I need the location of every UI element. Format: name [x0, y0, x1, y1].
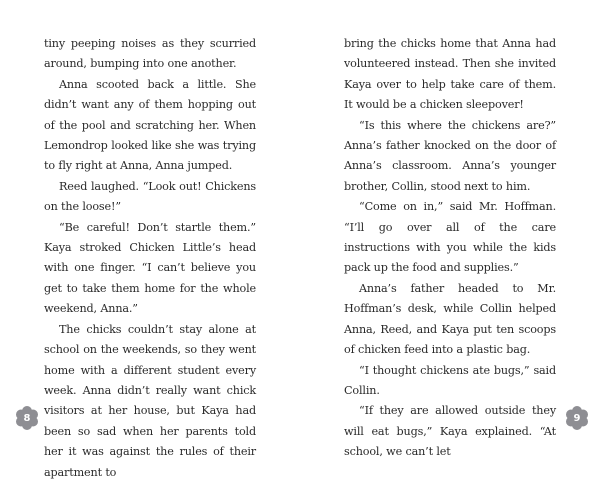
paragraph: tiny peeping noises as they scurried around, bumping into one another. [44, 37, 256, 71]
paragraph: “Come on in,” said Mr. Hoffman. “I’ll go over all of the care instructions with you while the kids pack up the food and supplies.” [344, 200, 556, 275]
paragraph: bring the chicks home that Anna had volunteered instead. Then she invited Kaya over to help take care of them. It would be a chicken sleepover! [344, 37, 556, 112]
paragraph: “I thought chickens ate bugs,” said Collin. [344, 363, 556, 397]
paragraph: “Be careful! Don’t startle them.” Kaya stroked Chicken Little’s head with one finger. “I can’t believe you get to take them home for the whole weekend, Anna.” [44, 220, 256, 316]
paragraph: “If they are allowed outside they will eat bugs,” Kaya explained. “At school, we can’t let [344, 404, 556, 459]
page-number: 8 [23, 412, 31, 424]
paragraph: Reed laughed. “Look out! Chickens on the loose!” [44, 179, 256, 214]
right-page-text [344, 34, 556, 463]
page-number-badge [565, 406, 589, 430]
paragraph: Anna scooted back a little. She didn’t want any of them hopping out of the pool and scratching her. When Lemondrop looked like she was trying to fly right at Anna, Anna jumped. [44, 77, 256, 173]
paragraph: Anna’s father headed to Mr. Hoffman’s desk, while Collin helped Anna, Reed, and Kaya put ten scoops of chicken feed into a plastic bag. [344, 281, 556, 357]
left-page [0, 0, 300, 479]
paragraph: The chicks couldn’t stay alone at school on the weekends, so they went home with a different student every week. Anna didn’t really want chick visitors at her house, but Kaya had been so sad when her parents told her it was against the rules of their apartment to [44, 322, 256, 479]
left-page-text [44, 34, 256, 483]
right-page [300, 0, 600, 459]
page-number-badge [15, 406, 39, 430]
paragraph: “Is this where the chickens are?” Anna’s father knocked on the door of Anna’s classroom. Anna’s younger brother, Collin, stood next to him. [344, 118, 556, 193]
page-number: 9 [573, 412, 581, 424]
